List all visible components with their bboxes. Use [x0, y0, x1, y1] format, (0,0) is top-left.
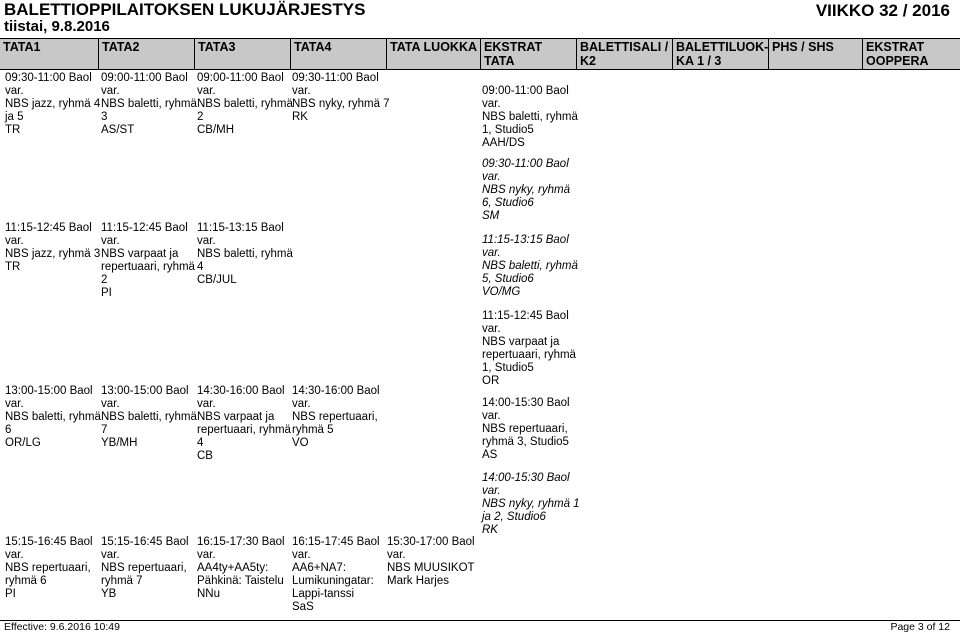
- column-header-tata4: TATA4: [290, 39, 386, 69]
- column-header-ekstrat-tata: EKSTRAT TATA: [480, 39, 576, 69]
- schedule-block-tata3-1430: 14:30-16:00 Baol var. NBS varpaat ja repertuaari, ryhmä 4 CB: [197, 385, 291, 462]
- schedule-block-tata3-0900: 09:00-11:00 Baol var. NBS baletti, ryhmä 2 CB/MH: [197, 72, 293, 136]
- column-header-balettiluokka: BALETTILUOK-KA 1 / 3: [672, 39, 768, 69]
- schedule-block-tata4-1430: 14:30-16:00 Baol var. NBS repertuaari, ryhmä 5 VO: [292, 385, 380, 449]
- schedule-block-tata2-1300: 13:00-15:00 Baol var. NBS baletti, ryhmä 7 YB/MH: [101, 385, 197, 449]
- schedule-block-tata1-1300: 13:00-15:00 Baol var. NBS baletti, ryhmä 6 OR/LG: [5, 385, 101, 449]
- schedule-block-ekstrat-1115-nbs1: 11:15-12:45 Baol var. NBS varpaat ja repertuaari, ryhmä 1, Studio5 OR: [482, 310, 576, 387]
- week-label: VIIKKO 32 / 2016: [815, 1, 950, 20]
- schedule-block-ekstrat-1400-nyky: 14:00-15:30 Baol var. NBS nyky, ryhmä 1 ja 2, Studio6 RK: [482, 472, 580, 536]
- column-header-ekstrat-ooppera: EKSTRAT OOPPERA: [862, 39, 960, 69]
- schedule-block-tata1-0930: 09:30-11:00 Baol var. NBS jazz, ryhmä 4 ja 5 TR: [5, 72, 101, 136]
- schedule-block-tata2-0900: 09:00-11:00 Baol var. NBS baletti, ryhmä 3 AS/ST: [101, 72, 197, 136]
- schedule-block-ekstrat-1400-repertuaari: 14:00-15:30 Baol var. NBS repertuaari, ryhmä 3, Studio5 AS: [482, 397, 570, 461]
- schedule-block-ekstrat-0930: 09:30-11:00 Baol var. NBS nyky, ryhmä 6, Studio6 SM: [482, 158, 570, 222]
- schedule-block-tata3-1615: 16:15-17:30 Baol var. AA4ty+AA5ty: Pähkinä: Taistelu NNu: [197, 536, 285, 600]
- column-header-tata-luokka: TATA LUOKKA: [386, 39, 480, 69]
- schedule-block-ekstrat-1115-nbs5: 11:15-13:15 Baol var. NBS baletti, ryhmä 5, Studio6 VO/MG: [482, 234, 578, 298]
- schedule-block-tata2-1115: 11:15-12:45 Baol var. NBS varpaat ja repertuaari, ryhmä 2 PI: [101, 222, 195, 299]
- column-header-tata2: TATA2: [98, 39, 194, 69]
- column-header-row: [0, 38, 960, 70]
- schedule-block-ekstrat-0900: 09:00-11:00 Baol var. NBS baletti, ryhmä 1, Studio5 AAH/DS: [482, 85, 578, 149]
- page-date: tiistai, 9.8.2016: [4, 18, 110, 35]
- page-title: BALETTIOPPILAITOKSEN LUKUJÄRJESTYS: [4, 0, 366, 19]
- schedule-block-tata4-0930: 09:30-11:00 Baol var. NBS nyky, ryhmä 7 RK: [292, 72, 390, 123]
- schedule-block-tata3-1115: 11:15-13:15 Baol var. NBS baletti, ryhmä 4 CB/JUL: [197, 222, 293, 286]
- column-header-tata3: TATA3: [194, 39, 290, 69]
- effective-date: Effective: 9.6.2016 10:49: [4, 621, 120, 633]
- column-header-phs-shs: PHS / SHS: [768, 39, 862, 69]
- schedule-block-tata2-1515: 15:15-16:45 Baol var. NBS repertuaari, ryhmä 7 YB: [101, 536, 189, 600]
- schedule-block-tata1-1515: 15:15-16:45 Baol var. NBS repertuaari, ryhmä 6 PI: [5, 536, 93, 600]
- column-header-tata1: TATA1: [3, 40, 41, 54]
- schedule-block-tata4-1615: 16:15-17:45 Baol var. AA6+NA7: Lumikuningatar: Lappi-tanssi SaS: [292, 536, 380, 613]
- column-header-balettisali: BALETTISALI / K2: [576, 39, 672, 69]
- schedule-block-tata-luokka-1530: 15:30-17:00 Baol var. NBS MUUSIKOT Mark Harjes: [387, 536, 475, 587]
- page-number: Page 3 of 12: [890, 621, 950, 633]
- page-footer: [0, 620, 960, 634]
- schedule-block-tata1-1115: 11:15-12:45 Baol var. NBS jazz, ryhmä 3 TR: [5, 222, 101, 273]
